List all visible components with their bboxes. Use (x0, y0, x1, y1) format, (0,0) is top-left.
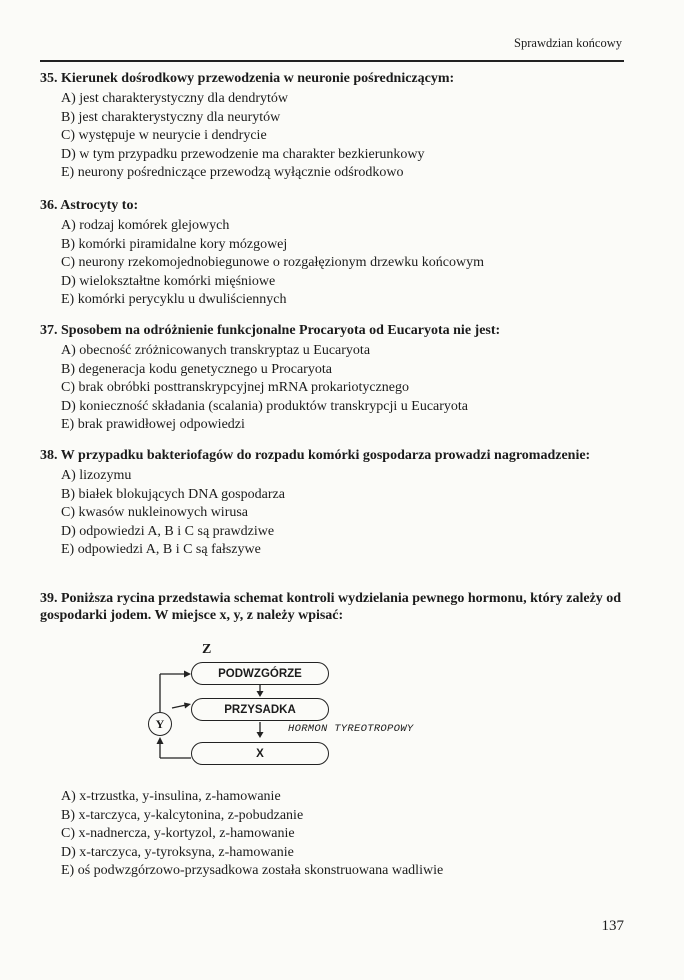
z-label: Z (202, 642, 212, 657)
option-d: D) konieczność składania (scalania) produktów transkrypcji u Eucaryota (61, 398, 469, 414)
question-title: 37. Sposobem na odróżnienie funkcjonalne Procaryota od Eucaryota nie jest: (40, 323, 501, 338)
option-a: A) lizozymu (61, 468, 132, 483)
feedback-arrowhead-top (184, 671, 191, 678)
question-36 (40, 197, 630, 310)
option-e: E) komórki perycyklu u dwuliściennych (61, 292, 287, 308)
page-number: 137 (601, 918, 624, 934)
node-x: X (191, 742, 329, 765)
section-title: Sprawdzian końcowy (514, 36, 622, 50)
option-b: B) białek blokujących DNA gospodarza (61, 486, 285, 502)
node-przysadka: PRZYSADKA (191, 698, 329, 721)
arrow-1-head (257, 691, 264, 697)
hormone-control-diagram (140, 642, 520, 772)
y-circle: Y (148, 712, 172, 736)
option-d: D) odpowiedzi A, B i C są prawdziwe (61, 523, 275, 539)
question-title: 35. Kierunek dośrodkowy przewodzenia w neuronie pośredniczącym: (40, 71, 455, 86)
option-b: B) x-tarczyca, y-kalcytonina, z-pobudzanie (61, 807, 304, 823)
question-39 (40, 590, 630, 627)
option-d: D) wielokształtne komórki mięśniowe (61, 273, 276, 289)
x-to-y-arrowhead (157, 737, 164, 744)
option-a: A) rodzaj komórek glejowych (61, 218, 230, 233)
option-c: C) brak obróbki posttranskrypcyjnej mRNA prokariotycznego (61, 380, 409, 396)
option-b: B) jest charakterystyczny dla neurytów (61, 109, 281, 125)
option-d: D) w tym przypadku przewodzenie ma charakter bezkierunkowy (61, 146, 425, 162)
option-e: E) brak prawidłowej odpowiedzi (61, 417, 245, 433)
question-37 (40, 322, 630, 435)
option-c: C) występuje w neurycie i dendrycie (61, 128, 267, 144)
question-title: 39. Poniższa rycina przedstawia schemat kontroli wydzielania pewnego hormonu, który zależy od gospodarki jodem. W miejsce x, y, z należy wpisać: (40, 591, 622, 623)
option-e: E) neurony pośredniczące przewodzą wyłącznie odśrodkowo (61, 165, 404, 181)
option-b: B) degeneracja kodu genetycznego u Procaryota (61, 361, 332, 377)
option-a: A) jest charakterystyczny dla dendrytów (61, 91, 289, 106)
option-a: A) obecność zróżnicowanych transkryptaz u Eucaryota (61, 343, 371, 358)
question-35 (40, 70, 630, 183)
node-podwzgorze: PODWZGÓRZE (191, 662, 329, 685)
arrow-2-head (257, 732, 264, 738)
option-e: E) odpowiedzi A, B i C są fałszywe (61, 542, 261, 558)
hormone-label: HORMON TYREOTROPOWY (288, 723, 414, 735)
question-title: 38. W przypadku bakteriofagów do rozpadu komórki gospodarza prowadzi nagromadzenie: (40, 448, 591, 463)
option-c: C) neurony rzekomojednobiegunowe o rozgałęzionym drzewku końcowym (61, 255, 484, 271)
option-d: D) x-tarczyca, y-tyroksyna, z-hamowanie (61, 844, 294, 860)
question-39-options (40, 788, 630, 881)
option-c: C) x-nadnercza, y-kortyzol, z-hamowanie (61, 826, 295, 842)
header-rule (40, 60, 624, 62)
question-38 (40, 447, 630, 560)
option-c: C) kwasów nukleinowych wirusa (61, 505, 249, 521)
feedback-arrowhead-mid (184, 703, 191, 709)
question-title: 36. Astrocyty to: (40, 198, 139, 213)
feedback-line-mid (172, 705, 186, 708)
option-e: E) oś podwzgórzowo-przysadkowa została skonstruowana wadliwie (61, 863, 444, 879)
option-a: A) x-trzustka, y-insulina, z-hamowanie (61, 789, 281, 804)
option-b: B) komórki piramidalne kory mózgowej (61, 236, 288, 252)
